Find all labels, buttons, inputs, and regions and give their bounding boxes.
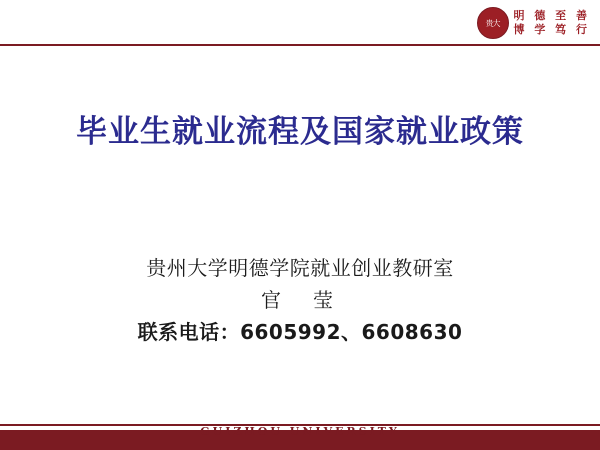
organization-line: 贵州大学明德学院就业创业教研室: [146, 256, 454, 280]
footer-text: GUIZHOU UNIVERSITY: [200, 425, 400, 438]
subtitle-block: [0, 252, 600, 348]
slide-header: [0, 0, 600, 46]
slide-footer: [0, 414, 600, 450]
footer-dash-left: [72, 430, 192, 433]
footer-branding: [0, 425, 600, 438]
university-motto: [514, 9, 591, 37]
slide-title: 毕业生就业流程及国家就业政策: [76, 114, 524, 150]
motto-line-1: 明 德 至 善: [513, 9, 590, 22]
presenter-line: 官 莹: [261, 288, 339, 312]
footer-dash-right: [408, 430, 528, 433]
header-divider-line: [0, 44, 600, 46]
university-logo: [460, 4, 590, 42]
university-seal-icon: 贵大: [477, 7, 509, 39]
motto-line-2: 博 学 笃 行: [513, 23, 590, 36]
title-block: [0, 112, 600, 152]
contact-line: 联系电话：6605992、6608630: [137, 320, 463, 344]
